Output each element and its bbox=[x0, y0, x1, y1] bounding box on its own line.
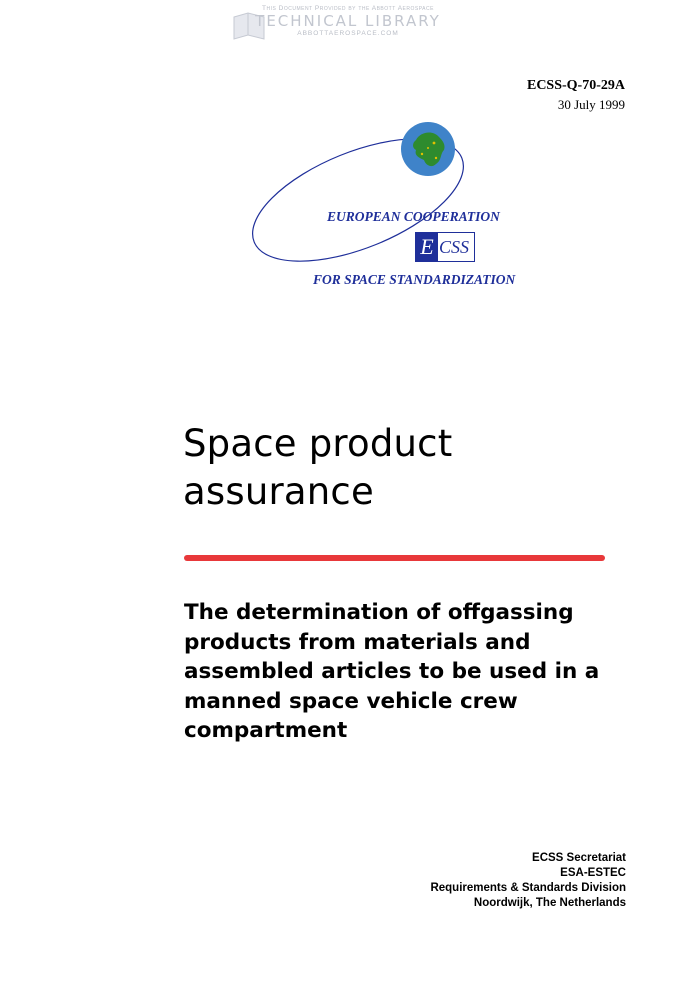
ecss-logo-graphic bbox=[250, 110, 480, 290]
footer-line: Noordwijk, The Netherlands bbox=[473, 897, 626, 909]
footer-line: ECSS Secretariat bbox=[532, 852, 626, 864]
ecss-mark bbox=[415, 232, 475, 262]
title-divider bbox=[184, 555, 605, 561]
ecss-mark-css: CSS bbox=[439, 237, 470, 257]
document-id: ECSS-Q-70-29A bbox=[526, 78, 625, 93]
document-title bbox=[183, 420, 623, 516]
title-line: assurance bbox=[183, 470, 374, 513]
logo-text-european-cooperation: EUROPEAN COOPERATION bbox=[327, 209, 500, 224]
title-line: Space product bbox=[183, 422, 453, 465]
document-date: 30 July 1999 bbox=[557, 97, 625, 112]
ecss-mark-e: E bbox=[416, 233, 438, 261]
subtitle-line: products from materials and bbox=[184, 629, 531, 655]
watermark-provided-by: This Document Provided by the Abbott Aerospace bbox=[262, 5, 434, 12]
subtitle-line: The determination of offgassing bbox=[184, 600, 574, 625]
watermark bbox=[232, 3, 462, 45]
subtitle-line: compartment bbox=[184, 718, 348, 743]
document-subtitle bbox=[184, 598, 604, 746]
footer-line: ESA-ESTEC bbox=[560, 867, 626, 879]
subtitle-line: manned space vehicle crew bbox=[184, 688, 518, 714]
logo-text-space-standardization: FOR SPACE STANDARDIZATION bbox=[313, 272, 516, 287]
watermark-url: ABBOTTAEROSPACE.COM bbox=[297, 30, 399, 37]
watermark-title: TECHNICAL LIBRARY bbox=[255, 12, 441, 30]
subtitle-line: assembled articles to be used in a bbox=[184, 659, 600, 684]
footer-line: Requirements & Standards Division bbox=[430, 882, 626, 894]
publisher-address bbox=[430, 851, 626, 911]
